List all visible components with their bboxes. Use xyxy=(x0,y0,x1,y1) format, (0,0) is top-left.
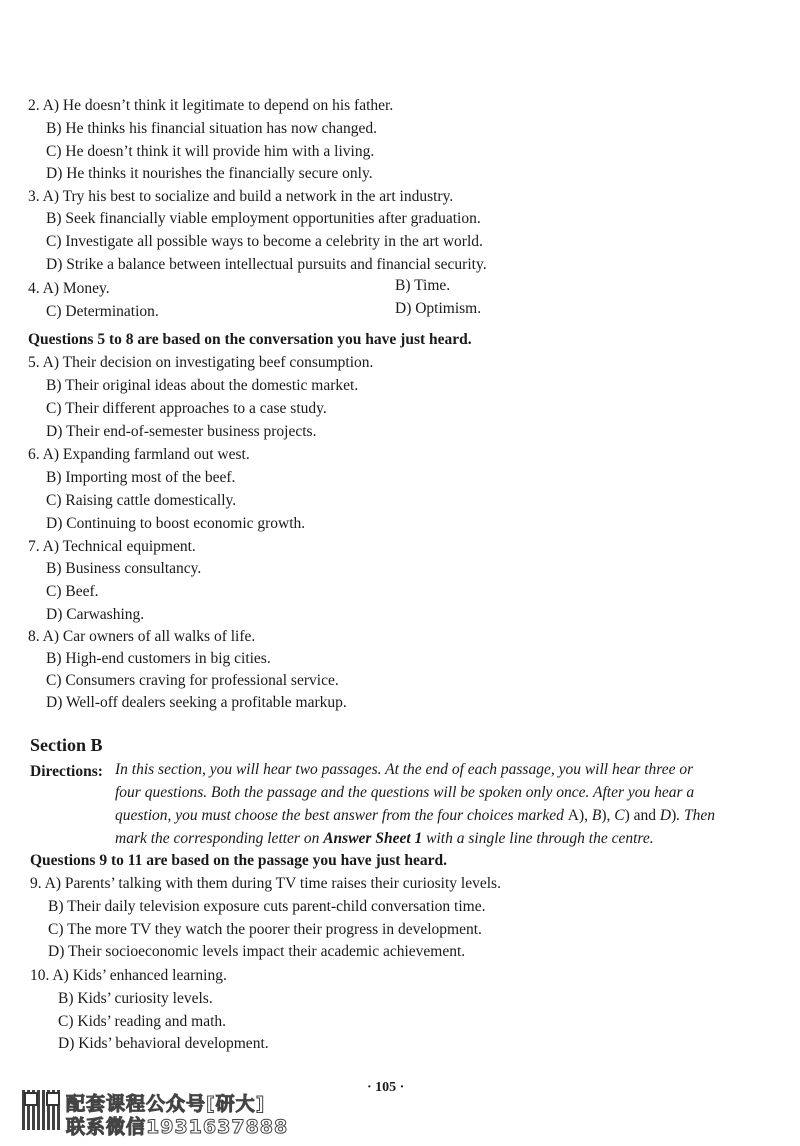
q10-option-c: C) Kids’ reading and math. xyxy=(58,1013,227,1030)
q10-option-b: B) Kids’ curiosity levels. xyxy=(58,990,213,1007)
q2-option-a: 2. A) He doesn’t think it legitimate to depend on his father. xyxy=(28,97,394,114)
q4-option-d: D) Optimism. xyxy=(395,300,482,317)
q2-option-b: B) He thinks his financial situation has now changed. xyxy=(46,120,378,137)
directions-line-4-text: mark the corresponding letter on xyxy=(115,830,324,847)
q10-option-d: D) Kids’ behavioral development. xyxy=(58,1035,269,1052)
directions-line-3-text: question, you must choose the best answer from the four choices marked xyxy=(115,807,568,824)
q9-option-b: B) Their daily television exposure cuts parent-child conversation time. xyxy=(48,898,486,915)
q3-option-c: C) Investigate all possible ways to become a celebrity in the art world. xyxy=(46,233,483,250)
choice-letter-a: A xyxy=(567,807,579,824)
q9-option-a: 9. A) Parents’ talking with them during TV time raises their curiosity levels. xyxy=(30,875,501,892)
directions-line-3-end: . Then xyxy=(676,807,716,824)
q6-option-a: 6. A) Expanding farmland out west. xyxy=(28,446,250,463)
q2-option-d: D) He thinks it nourishes the financially secure only. xyxy=(46,165,373,182)
q8-option-c: C) Consumers craving for professional service. xyxy=(46,672,339,689)
q5-option-c: C) Their different approaches to a case study. xyxy=(46,400,327,417)
page-number: · 105 · xyxy=(367,1080,405,1095)
q3-option-b: B) Seek financially viable employment opportunities after graduation. xyxy=(46,210,481,227)
q3-option-a: 3. A) Try his best to socialize and build a network in the art industry. xyxy=(28,188,454,205)
q4-option-a: 4. A) Money. xyxy=(28,280,110,297)
q7-option-c: C) Beef. xyxy=(46,583,99,600)
questions-5-8-header: Questions 5 to 8 are based on the conversation you have just heard. xyxy=(28,331,472,348)
q9-option-c: C) The more TV they watch the poorer their progress in development. xyxy=(48,921,482,938)
q8-option-a: 8. A) Car owners of all walks of life. xyxy=(28,628,256,645)
qr-code-icon xyxy=(22,1090,62,1130)
choice-letter-b: B xyxy=(591,807,602,824)
answer-sheet-reference: Answer Sheet 1 xyxy=(323,830,423,847)
section-b-title: Section B xyxy=(30,735,103,755)
watermark-line-1: 配套课程公众号[研大] xyxy=(66,1093,266,1115)
directions-line-1: In this section, you will hear two passages. At the end of each passage, you will hear three or xyxy=(115,761,694,778)
q8-option-b: B) High-end customers in big cities. xyxy=(46,650,271,667)
q3-option-d: D) Strike a balance between intellectual pursuits and financial security. xyxy=(46,256,487,273)
q6-option-c: C) Raising cattle domestically. xyxy=(46,492,237,509)
q10-option-a: 10. A) Kids’ enhanced learning. xyxy=(30,967,227,984)
q2-option-c: C) He doesn’t think it will provide him with a living. xyxy=(46,143,375,160)
q5-option-d: D) Their end-of-semester business projects. xyxy=(46,423,317,440)
q6-option-d: D) Continuing to boost economic growth. xyxy=(46,515,306,532)
directions-label: Directions: xyxy=(30,763,103,780)
q9-option-d: D) Their socioeconomic levels impact their academic achievement. xyxy=(48,943,466,960)
directions-line-2: four questions. Both the passage and the questions will be spoken only once. After you hear a xyxy=(115,784,695,801)
q5-option-b: B) Their original ideas about the domestic market. xyxy=(46,377,359,394)
directions-line-3: question, you must choose the best answer from the four choices marked A), B), C) and D). Then xyxy=(115,807,716,824)
choice-letter-c: C xyxy=(614,807,625,824)
q7-option-a: 7. A) Technical equipment. xyxy=(28,538,196,555)
watermark-line-2: 联系微信1931637888 xyxy=(66,1116,289,1138)
q5-option-a: 5. A) Their decision on investigating beef consumption. xyxy=(28,354,374,371)
directions-line-4 xyxy=(115,829,654,849)
q6-option-b: B) Importing most of the beef. xyxy=(46,469,236,486)
choice-letter-d: D xyxy=(659,807,672,824)
directions-line-4-end: with a single line through the centre. xyxy=(422,830,654,847)
q4-option-c: C) Determination. xyxy=(46,303,159,320)
questions-9-11-header: Questions 9 to 11 are based on the passage you have just heard. xyxy=(30,852,447,869)
q7-option-b: B) Business consultancy. xyxy=(46,560,202,577)
q8-option-d: D) Well-off dealers seeking a profitable markup. xyxy=(46,694,347,711)
q4-option-b: B) Time. xyxy=(395,277,451,294)
q7-option-d: D) Carwashing. xyxy=(46,606,145,623)
